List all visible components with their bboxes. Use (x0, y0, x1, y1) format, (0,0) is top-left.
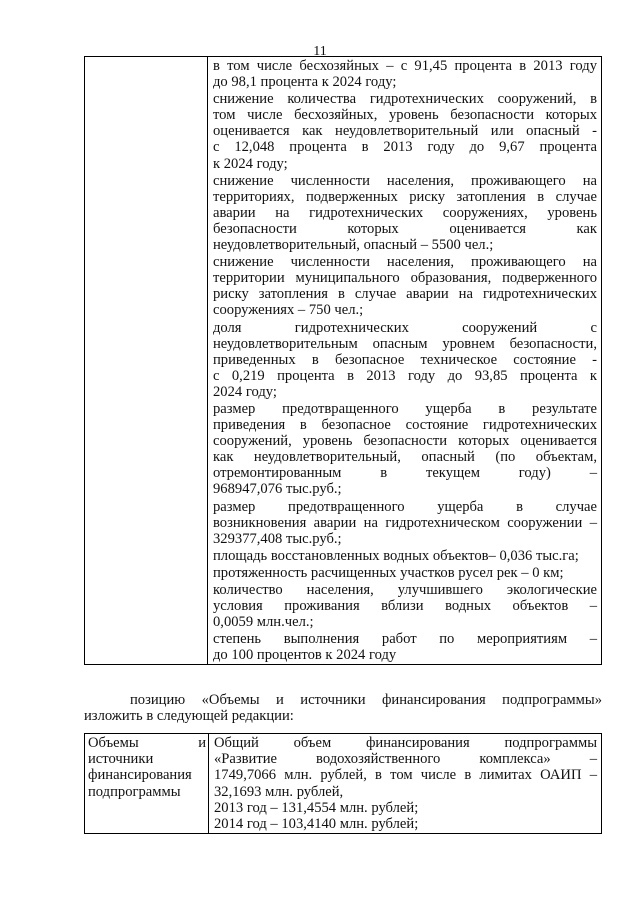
indicator-line: 0,0059 млн.чел.; (213, 614, 314, 631)
indicator-paragraph (213, 58, 597, 90)
indicator-line: возникновения аварии на гидротехническом сооружении – (213, 514, 597, 531)
indicator-line: доля гидротехнических сооружений с (213, 319, 597, 336)
indicator-line: территории муниципального образования, подверженного (213, 270, 597, 287)
instruction-line-1: позицию «Объемы и источники финансирования подпрограммы» (130, 692, 602, 708)
page-number: 11 (313, 44, 327, 59)
financing-value-cell (209, 734, 602, 834)
indicator-line: снижение численности населения, проживающего на (213, 254, 597, 271)
indicator-line: аварии на гидротехнических сооружениях, уровень (213, 204, 597, 221)
indicator-line: протяженность расчищенных участков русел рек – 0 км; (213, 564, 564, 581)
indicator-line: неудовлетворительным опасным уровнем безопасности, (213, 335, 597, 352)
indicator-paragraph (213, 254, 597, 318)
indicator-line: приведенных в безопасное техническое состояние - (213, 351, 597, 368)
indicator-paragraph (213, 565, 597, 581)
indicator-line: с 0,219 процента в 2013 году до 93,85 процента к (213, 367, 597, 384)
instruction-text (84, 692, 602, 725)
financing-value-line: 1749,7066 млн. рублей, в том числе в лимитах ОАИП – (214, 767, 597, 784)
indicator-paragraph (213, 91, 597, 171)
indicator-paragraph (213, 631, 597, 663)
indicator-line: размер предотвращенного ущерба в результате (213, 400, 597, 417)
indicator-line: приведения в безопасное состояние гидротехнических (213, 417, 597, 434)
instruction-line-2: изложить в следующей редакции: (84, 708, 294, 725)
financing-value-line: 2013 год – 131,4554 млн. рублей; (214, 799, 419, 816)
indicator-line: к 2024 году; (213, 155, 288, 172)
indicator-line: степень выполнения работ по мероприятиям – (213, 631, 597, 648)
indicator-line: сооружениях – 750 чел.; (213, 302, 364, 319)
financing-label-line: Объемы и (88, 735, 206, 751)
indicator-line: отремонтированным в текущем году) – (213, 465, 597, 482)
indicator-line: том числе бесхозяйных, уровень безопасности которых (213, 107, 597, 124)
indicator-paragraph (213, 320, 597, 400)
indicator-line: до 98,1 процента к 2024 году; (213, 74, 397, 91)
indicator-paragraph (213, 582, 597, 630)
indicator-line: оценивается как неудовлетворительный или опасный - (213, 123, 597, 140)
indicator-line: риску затопления в случае аварии на гидротехнических (213, 286, 597, 303)
indicator-paragraph (213, 401, 597, 498)
financing-label-cell (85, 734, 209, 834)
indicator-line: сооружений, уровень безопасности которых оценивается (213, 433, 597, 450)
indicator-line: в том числе бесхозяйных – с 91,45 процента в 2013 году (213, 58, 597, 74)
table1-right-cell (208, 57, 602, 665)
financing-value-line: «Развитие водохозяйственного комплекса» – (214, 751, 597, 768)
indicator-line: 329377,408 тыс.руб.; (213, 530, 342, 547)
financing-value-line: 32,1693 млн. рублей, (214, 783, 344, 800)
indicator-line: с 12,048 процента в 2013 году до 9,67 процента (213, 139, 597, 156)
indicator-line: 968947,076 тыс.руб.; (213, 481, 342, 498)
financing-label-line: источники (88, 751, 154, 768)
indicator-paragraph (213, 499, 597, 547)
indicator-line: как неудовлетворительный, опасный (по объектам, (213, 449, 597, 466)
indicator-line: размер предотвращенного ущерба в случае (213, 498, 597, 515)
indicator-line: условия проживания вблизи водных объектов – (213, 598, 597, 615)
financing-label-line: подпрограммы (88, 783, 181, 800)
indicator-paragraph (213, 548, 597, 564)
financing-table (84, 733, 602, 834)
financing-value-line: Общий объем финансирования подпрограммы (214, 735, 597, 751)
indicator-line: безопасности которых оценивается как (213, 220, 597, 237)
table1-left-cell (85, 57, 208, 665)
indicator-line: неудовлетворительный, опасный – 5500 чел.; (213, 237, 494, 254)
financing-value-line: 2014 год – 103,4140 млн. рублей; (214, 816, 419, 833)
indicator-line: снижение количества гидротехнических сооружений, в (213, 91, 597, 108)
indicator-line: снижение численности населения, проживающего на (213, 172, 597, 189)
indicator-line: до 100 процентов к 2024 году (213, 647, 397, 664)
indicator-line: площадь восстановленных водных объектов– 0,036 тыс.га; (213, 547, 579, 564)
indicator-paragraph (213, 173, 597, 253)
indicator-line: 2024 году; (213, 383, 277, 400)
indicator-line: количество населения, улучшившего экологические (213, 582, 597, 598)
subprogram-indicators-table (84, 56, 602, 665)
financing-label-line: финансирования (88, 767, 192, 784)
indicator-line: территориях, подверженных риску затопления в случае (213, 188, 597, 205)
